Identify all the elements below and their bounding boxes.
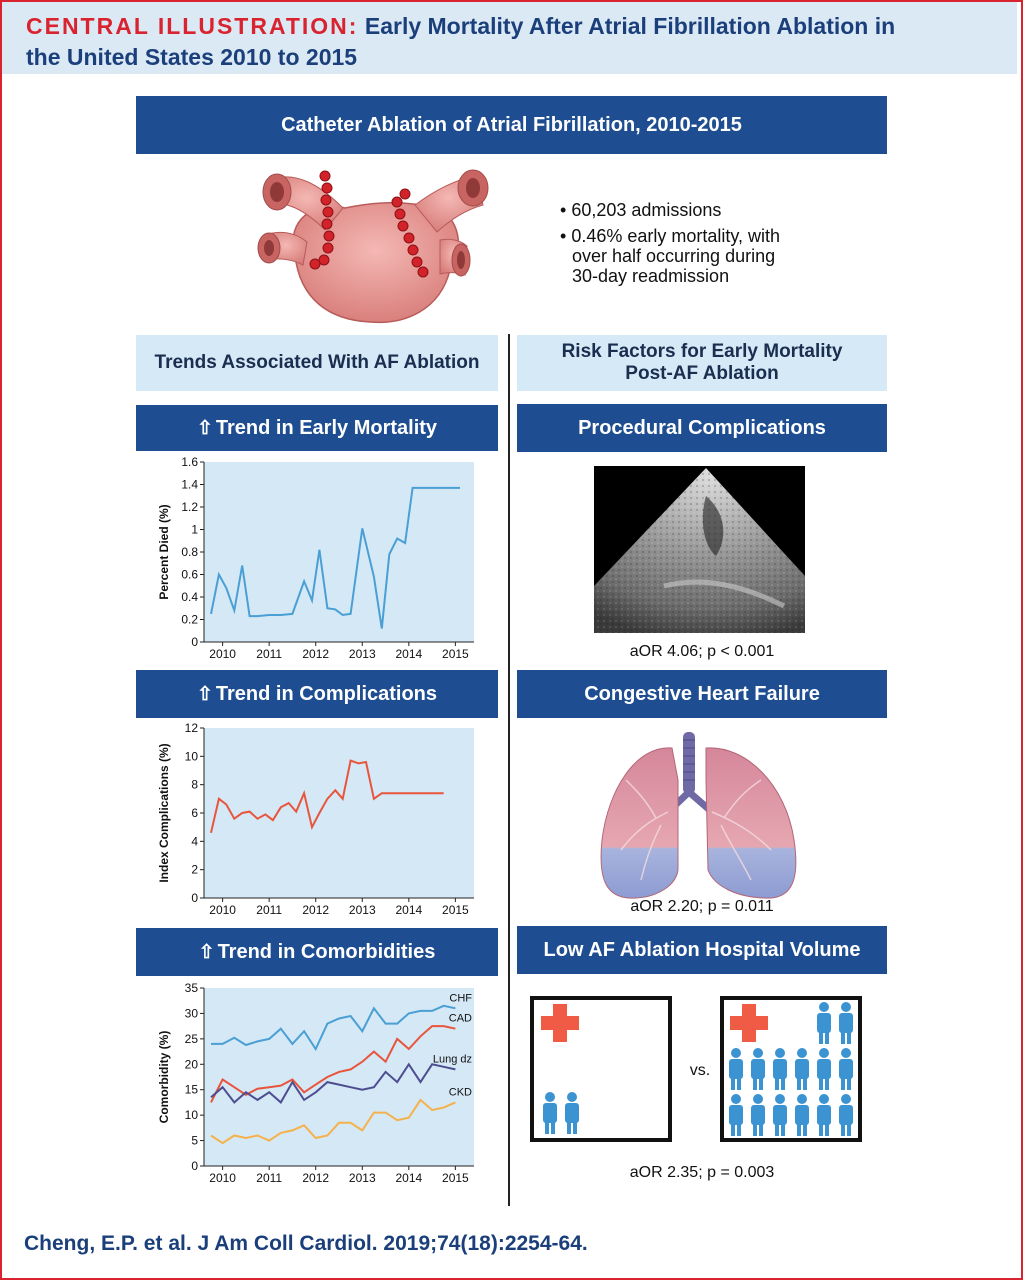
plot-area xyxy=(204,988,474,1166)
column-divider xyxy=(508,334,510,1206)
y-tick-label: 1 xyxy=(191,522,198,537)
x-tick-label: 2015 xyxy=(442,647,469,661)
bullet-mortality: • 0.46% early mortality, with xyxy=(560,226,781,246)
mortality-chart xyxy=(136,456,498,664)
complications-chart xyxy=(136,722,498,920)
x-tick-label: 2010 xyxy=(209,903,236,917)
y-tick-label: 8 xyxy=(191,777,198,792)
y-tick-label: 0.4 xyxy=(181,590,198,604)
x-tick-label: 2014 xyxy=(395,1171,423,1185)
top-banner: Catheter Ablation of Atrial Fibrillation, 2010-2015 xyxy=(136,96,887,154)
y-tick-label: 0.6 xyxy=(181,567,198,582)
echocardiogram-image xyxy=(594,466,805,633)
x-tick-label: 2011 xyxy=(256,903,283,917)
y-tick-label: 5 xyxy=(191,1133,198,1148)
x-tick-label: 2015 xyxy=(442,903,469,917)
caption-chf: aOR 2.20; p = 0.011 xyxy=(630,898,774,915)
y-tick-label: 10 xyxy=(184,1108,198,1123)
y-tick-label: 2 xyxy=(191,862,198,877)
section-title-chf: Congestive Heart Failure xyxy=(517,670,887,718)
title-line-2: the United States 2010 to 2015 xyxy=(26,44,358,70)
x-tick-label: 2010 xyxy=(209,1171,236,1185)
y-tick-label: 35 xyxy=(184,982,198,995)
left-column-heading: Trends Associated With AF Ablation xyxy=(136,335,498,391)
y-tick-label: 1.6 xyxy=(181,456,198,469)
title-line-1 xyxy=(26,13,895,40)
y-tick-label: 30 xyxy=(184,1006,198,1021)
title-text-1: Early Mortality After Atrial Fibrillation Ablation in xyxy=(364,13,896,39)
y-tick-label: 0 xyxy=(191,891,198,905)
y-tick-label: 20 xyxy=(184,1057,198,1072)
section-title-complications-text: Trend in Complications xyxy=(215,682,438,705)
citation: Cheng, E.P. et al. J Am Coll Cardiol. 2019;74(18):2254-64. xyxy=(24,1232,588,1255)
comorbidities-chart xyxy=(136,982,498,1188)
y-tick-label: 6 xyxy=(191,806,198,820)
y-axis-label: Comorbidity (%) xyxy=(157,1030,171,1124)
series-label: CHF xyxy=(449,992,472,1005)
x-tick-label: 2012 xyxy=(302,1171,330,1185)
caption-hospital-volume: aOR 2.35; p = 0.003 xyxy=(629,1164,775,1181)
low-volume-hospital-box xyxy=(530,996,672,1142)
up-arrow-icon: ⇧ xyxy=(198,941,215,963)
section-title-comorbidities-text: Trend in Comorbidities xyxy=(217,940,436,963)
heart-illustration xyxy=(255,160,495,330)
x-tick-label: 2014 xyxy=(395,647,423,661)
y-tick-label: 12 xyxy=(184,722,198,735)
series-label: CAD xyxy=(448,1012,472,1025)
title-bar xyxy=(2,2,1017,74)
section-title-mortality-text: Trend in Early Mortality xyxy=(215,416,438,439)
high-volume-hospital-box xyxy=(720,996,862,1142)
bullet-admissions-text: 60,203 admissions xyxy=(571,200,722,220)
x-tick-label: 2011 xyxy=(256,1171,283,1185)
y-tick-label: 0 xyxy=(191,635,198,649)
summary-bullets xyxy=(560,200,780,286)
bullet-admissions: • 60,203 admissions xyxy=(560,200,722,220)
central-illustration-label: CENTRAL ILLUSTRATION: xyxy=(26,13,359,39)
x-tick-label: 2011 xyxy=(256,647,283,661)
x-tick-label: 2013 xyxy=(348,1171,376,1185)
series-label: CKD xyxy=(448,1086,472,1099)
lungs-illustration xyxy=(596,730,806,902)
y-axis-label: Index Complications (%) xyxy=(157,743,171,883)
right-heading-line2: Post-AF Ablation xyxy=(625,363,779,384)
x-tick-label: 2012 xyxy=(302,903,330,917)
x-tick-label: 2012 xyxy=(302,647,330,661)
section-title-hospital-volume: Low AF Ablation Hospital Volume xyxy=(517,926,887,974)
up-arrow-icon: ⇧ xyxy=(196,417,213,439)
y-tick-label: 4 xyxy=(191,834,198,849)
x-tick-label: 2014 xyxy=(395,903,423,917)
section-title-mortality xyxy=(136,405,498,451)
caption-procedural: aOR 4.06; p < 0.001 xyxy=(629,643,775,660)
section-title-procedural: Procedural Complications xyxy=(517,404,887,452)
right-column-heading xyxy=(517,335,887,391)
y-tick-label: 10 xyxy=(184,749,198,764)
x-tick-label: 2013 xyxy=(348,903,376,917)
x-tick-label: 2015 xyxy=(442,1171,469,1185)
vs-label: vs. xyxy=(689,1062,711,1079)
bullet-mortality-line2: over half occurring during xyxy=(572,246,776,266)
series-label: Lung dz xyxy=(432,1053,472,1066)
y-axis-label: Percent Died (%) xyxy=(157,504,171,600)
y-tick-label: 0.8 xyxy=(181,545,198,559)
y-tick-label: 25 xyxy=(184,1031,198,1046)
bullet-mortality-line3: 30-day readmission xyxy=(572,266,730,286)
section-title-comorbidities xyxy=(136,928,498,976)
y-tick-label: 15 xyxy=(184,1082,198,1097)
plot-area xyxy=(204,462,474,642)
x-tick-label: 2010 xyxy=(209,647,236,661)
up-arrow-icon: ⇧ xyxy=(196,683,213,705)
right-heading-line1: Risk Factors for Early Mortality xyxy=(561,341,843,362)
y-tick-label: 0 xyxy=(191,1159,198,1173)
x-tick-label: 2013 xyxy=(348,647,376,661)
section-title-complications xyxy=(136,670,498,718)
y-tick-label: 1.4 xyxy=(181,477,198,492)
bullet-mortality-text: 0.46% early mortality, with xyxy=(571,226,781,246)
y-tick-label: 0.2 xyxy=(181,612,198,627)
y-tick-label: 1.2 xyxy=(181,500,198,514)
